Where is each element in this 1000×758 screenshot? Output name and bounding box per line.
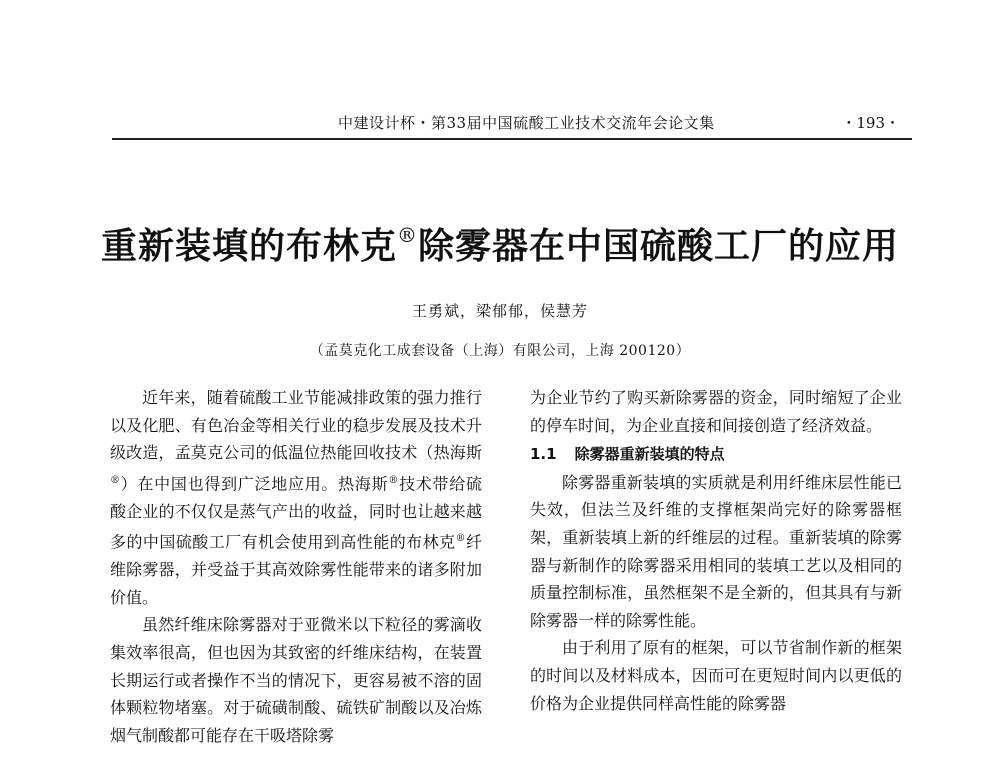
reg-mark: ® — [455, 533, 466, 545]
paragraph: 除雾器重新装填的实质就是利用纤维床层性能已失效，但法兰及纤维的支撑框架尚完好的除雾器框架，重新装填上新的纤维层的过程。重新装填的除雾器与新制作的除雾器采用相同的装填工艺以及相同的质量控制标准，虽然框架不是全新的，但其具有与新除雾器一样的除雾性能。 — [530, 472, 902, 630]
running-title: 中建设计杯・第33届中国硫酸工业技术交流年会论文集 — [338, 114, 715, 132]
section-number: 1.1 — [530, 445, 557, 464]
section-heading — [530, 441, 902, 469]
text-run: 近年来，随着硫酸工业节能减排政策的强力推行以及化肥、有色冶金等相关行业的稳步发展及技术升级改造，孟莫克公司的低温位热能回收技术（热海斯 — [110, 388, 482, 463]
paragraph — [110, 384, 482, 611]
title-text-after: 除雾器在中国硫酸工厂的应用 — [418, 225, 900, 267]
title-text-before: 重新装填的布林克 — [100, 225, 397, 267]
right-column — [530, 384, 902, 758]
paragraph: 虽然纤维床除雾器对于亚微米以下粒径的雾滴收集效率很高，但也因为其致密的纤维床结构，在装置长期运行或者操作不当的情况下，更容易被不溶的固体颗粒物堵塞。对于硫磺制酸、硫铁矿制酸以及冶炼烟气制酸都可能存在干吸塔除雾 — [110, 615, 482, 745]
text-run: 技术带给硫酸企业的不仅仅是蒸气产出的收益，同时也让越来越多的中国硫酸工厂有机会使用到高性能的布林克 — [110, 474, 482, 552]
page-number: ・193・ — [841, 114, 900, 132]
section-title: 除雾器重新装填的特点 — [574, 445, 725, 464]
running-header — [112, 112, 912, 140]
reg-mark: ® — [388, 474, 399, 486]
affiliation: （孟莫克化工成套设备（上海）有限公司，上海 200120） — [309, 343, 691, 359]
paragraph: 为企业节约了购买新除雾器的资金，同时缩短了企业的停车时间，为企业直接和间接创造了经济效益。 — [530, 388, 902, 435]
registered-mark: ® — [397, 223, 418, 247]
reg-mark: ® — [110, 474, 120, 486]
left-column — [110, 384, 482, 758]
text-run: ）在中国也得到广泛地应用。热海斯 — [120, 474, 389, 494]
text-run: 纤维除雾器，并受益于其高效除雾性能带来的诸多附加价值。 — [110, 532, 482, 607]
article-title — [0, 218, 1000, 269]
paragraph: 由于利用了原有的框架，可以节省制作新的框架的时间以及材料成本，因而可在更短时间内以更低的价格为企业提供同样高性能的除雾器 — [530, 638, 902, 713]
authors: 王勇斌，梁郁郁，侯慧芳 — [411, 302, 588, 320]
